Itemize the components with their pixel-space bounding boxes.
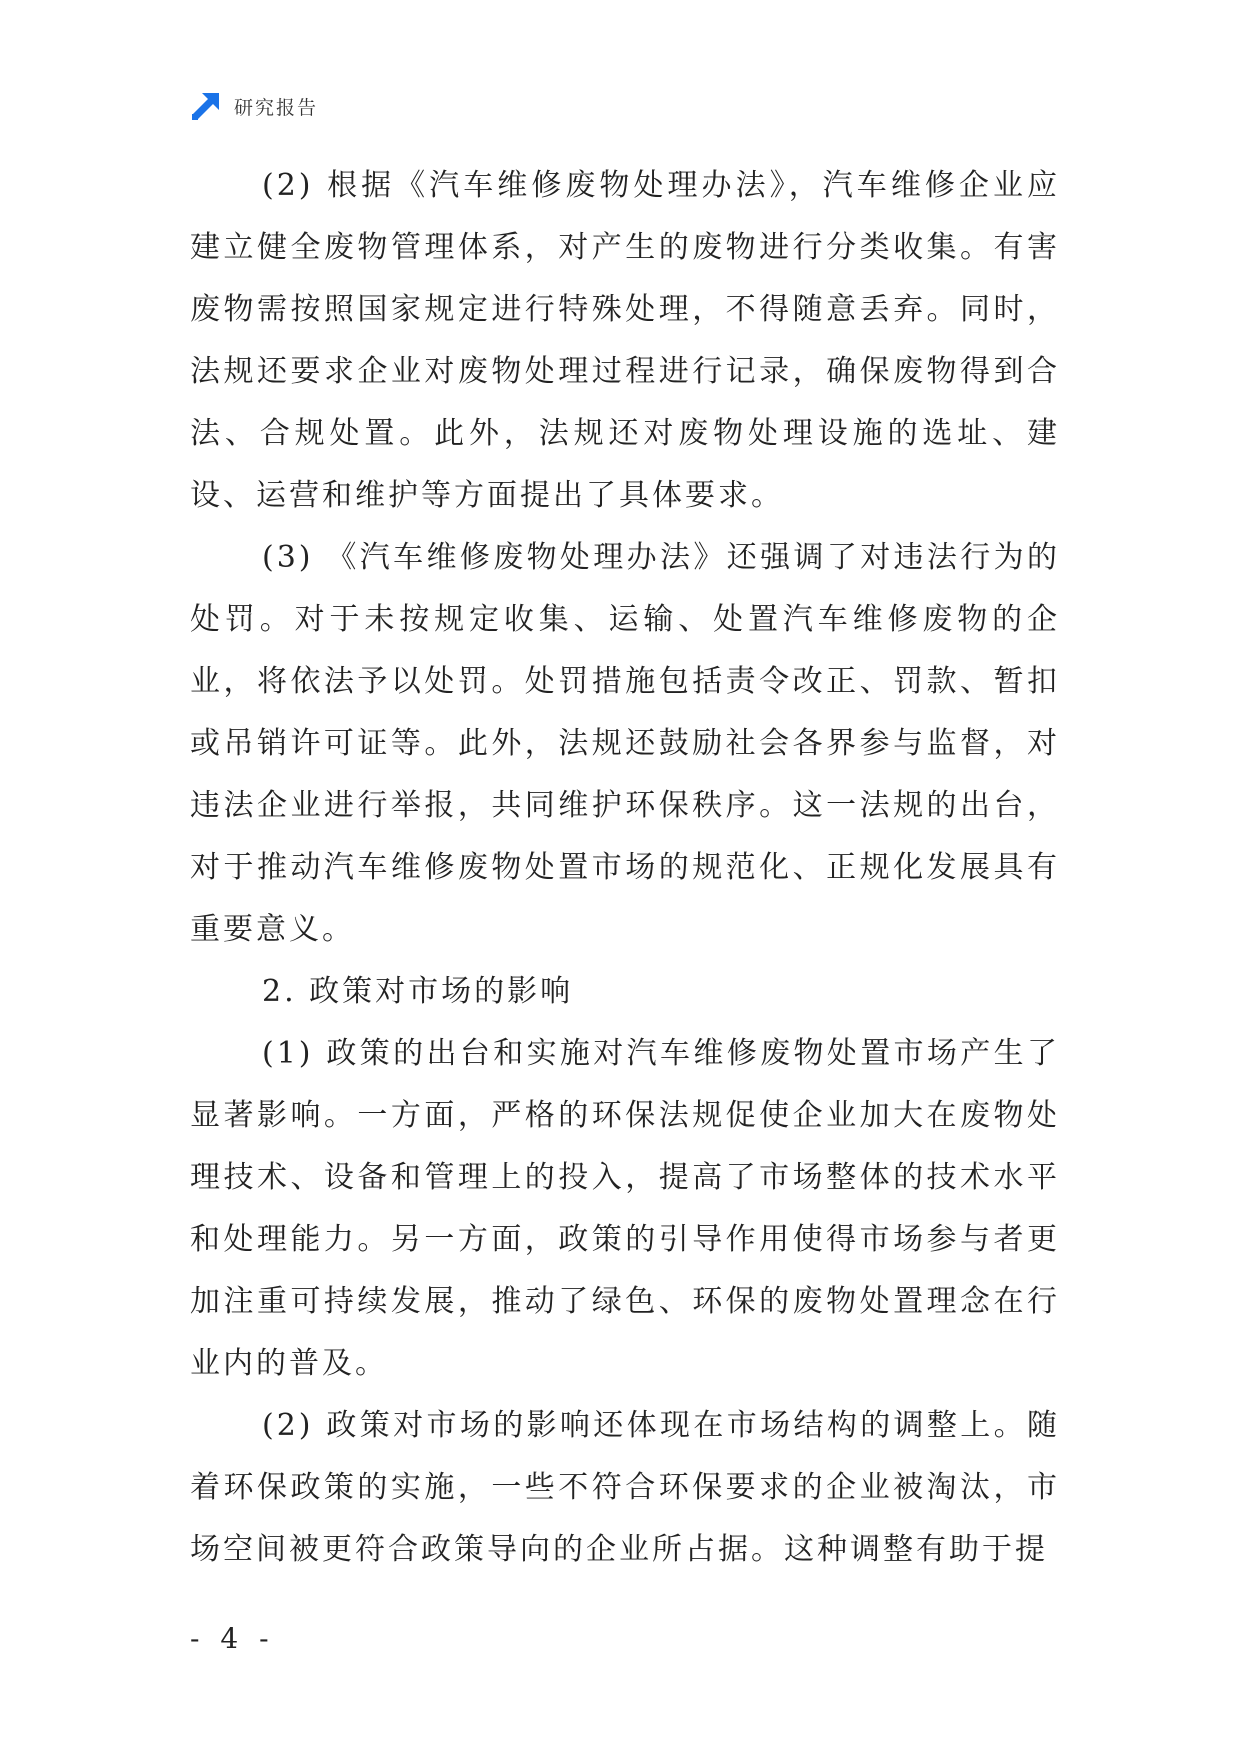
paragraph-section2-2: (2) 政策对市场的影响还体现在市场结构的调整上。随着环保政策的实施，一些不符合环保要求的企业被淘汰，市场空间被更符合政策导向的企业所占据。这种调整有助于提: [190, 1408, 1060, 1567]
page-header: [190, 88, 318, 124]
page-number: - 4 -: [190, 1622, 275, 1655]
paragraph-2: (2) 根据《汽车维修废物处理办法》，汽车维修企业应建立健全废物管理体系，对产生的废物进行分类收集。有害废物需按照国家规定进行特殊处理，不得随意丢弃。同时，法规还要求企业对废物处理过程进行记录，确保废物得到合法、合规处置。此外，法规还对废物处理设施的选址、建设、运营和维护等方面提出了具体要求。: [190, 168, 1060, 513]
document-body: [190, 155, 1060, 1581]
section-heading: 2. 政策对市场的影响: [262, 974, 574, 1009]
arrow-logo-icon: [190, 90, 222, 122]
paragraph-section2-1: (1) 政策的出台和实施对汽车维修废物处置市场产生了显著影响。一方面，严格的环保法规促使企业加大在废物处理技术、设备和管理上的投入，提高了市场整体的技术水平和处理能力。另一方面，政策的引导作用使得市场参与者更加注重可持续发展，推动了绿色、环保的废物处置理念在行业内的普及。: [190, 1036, 1060, 1381]
header-title: 研究报告: [234, 96, 319, 119]
paragraph-3: (3) 《汽车维修废物处理办法》还强调了对违法行为的处罚。对于未按规定收集、运输、处置汽车维修废物的企业，将依法予以处罚。处罚措施包括责令改正、罚款、暂扣或吊销许可证等。此外，法规还鼓励社会各界参与监督，对违法企业进行举报，共同维护环保秩序。这一法规的出台，对于推动汽车维修废物处置市场的规范化、正规化发展具有重要意义。: [190, 540, 1060, 947]
